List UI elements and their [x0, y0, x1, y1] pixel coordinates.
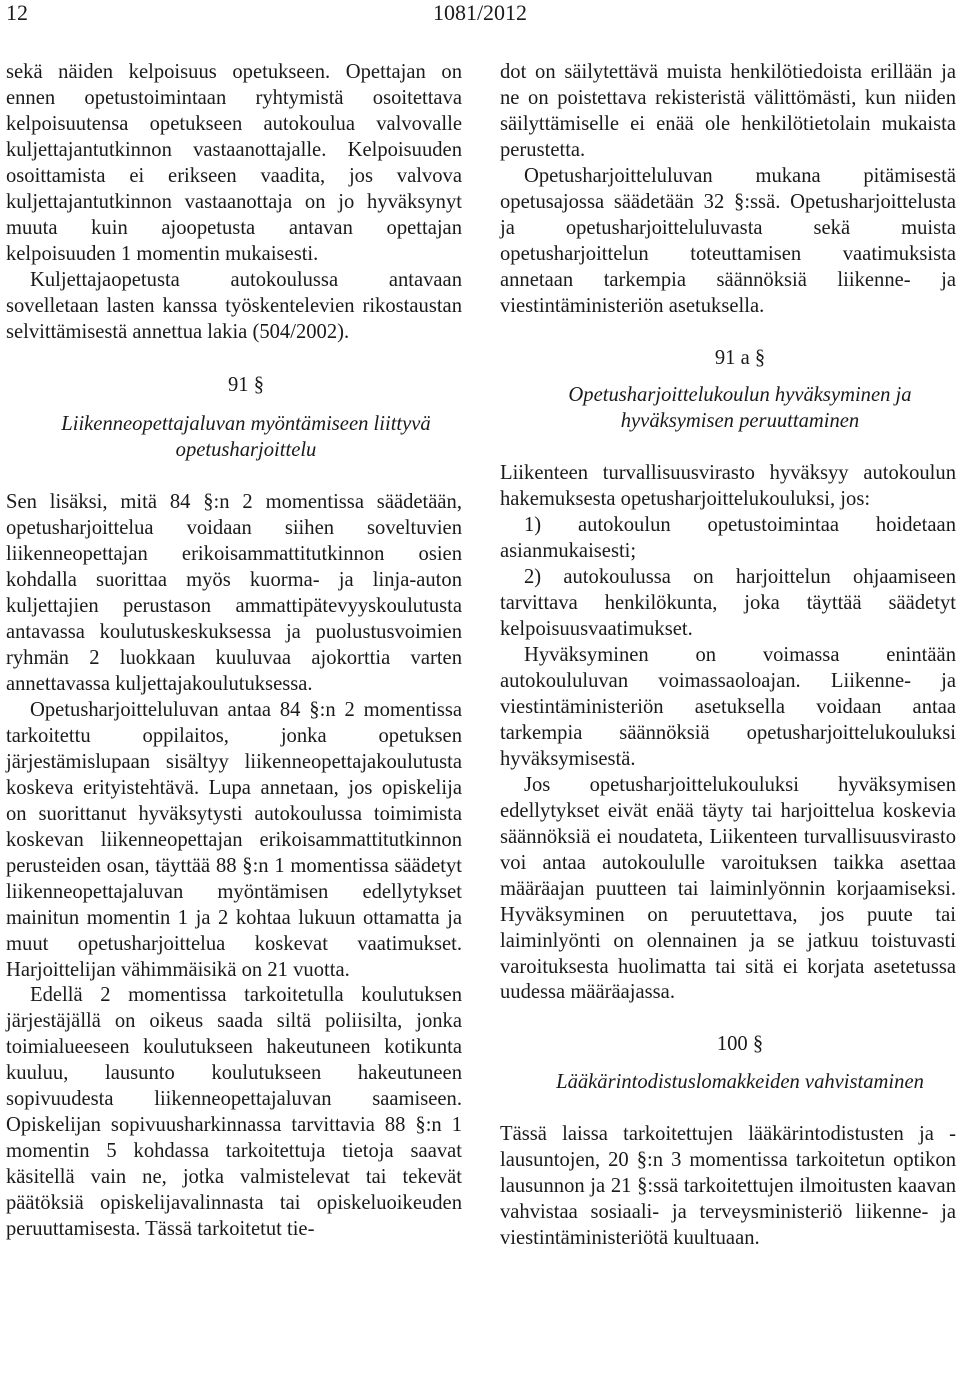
- paragraph: Opetusharjoitteluluvan mukana pitämisestä opetusajossa säädetään 32 §:ssä. Opetusharjoittelusta ja opetusharjoitteluluvasta sekä muista opetusharjoittelun toteuttamisen vaatimuksista annetaan tarkempia säännöksiä liikenne- ja viestintäministeriön asetuksella.: [500, 164, 956, 317]
- paragraph: Tässä laissa tarkoitettujen lääkärintodistusten ja -lausuntojen, 20 §:n 3 momentissa tarkoitetun optikon lausunnon ja 21 §:ssä tarkoitettujen ilmoitusten kaavan vahvistaa sosiaali- ja terveysministeriö liikenne- ja viestintäministeriötä kuultuaan.: [500, 1123, 956, 1250]
- paragraph: Liikenteen turvallisuusvirasto hyväksyy autokoulun hakemuksesta opetusharjoittelukouluksi, jos:: [500, 462, 956, 511]
- section-title: Lääkärintodistuslomakkeiden vahvistaminen: [556, 1071, 924, 1094]
- list-item: 1) autokoulun opetustoimintaa hoidetaan asianmukaisesti;: [500, 514, 956, 563]
- paragraph: Jos opetusharjoittelukouluksi hyväksymisen edellytykset eivät enää täyty tai harjoittelua koskevia säännöksiä ei noudateta, Liikenteen turvallisuusvirasto voi antaa autokoululle varoituksen taikka asettaa määräajan puutteen tai laiminlyönnin korjaamiseksi. Hyväksyminen on peruutettava, jos puute tai laiminlyönti on olennainen ja se jatkuu toistuvasti varoituksesta huolimatta tai sitä ei korjata asetetussa uudessa määräajassa.: [500, 773, 956, 1004]
- document-id: 1081/2012: [432, 0, 528, 25]
- section-number: 100 §: [716, 1033, 764, 1056]
- paragraph: Opetusharjoitteluluvan antaa 84 §:n 2 momentissa tarkoitettu oppilaitos, jonka opetuksen järjestämislupaan sisältyy liikenneopettajakoulutusta koskeva erityistehtävä. Lupa annetaan, jos opiskelija on suorittanut hyväksytysti autokoulussa toimimista koskevan liikenneopettajan erikoisammattitutkinnon perusteiden osan, täyttää 88 §:n 1 momentissa säädetyt liikenneopettajaluvan myöntämisen edellytykset mainitun momentin 1 ja 2 kohtaa lukuun ottamatta ja muut opetusharjoittelua koskevat vaatimukset. Harjoittelijan vähimmäisikä on 21 vuotta.: [6, 698, 462, 981]
- paragraph: dot on säilytettävä muista henkilötiedoista erillään ja ne on poistettava rekisteristä välittömästi, kun niiden säilyttämiselle ei enää ole henkilötietolain mukaista perustetta.: [500, 61, 956, 161]
- page-header: [6, 0, 954, 30]
- section-title: hyväksymisen peruuttaminen: [620, 410, 860, 433]
- paragraph: Hyväksyminen on voimassa enintään autokoululuvan voimassaoloajan. Liikenne- ja viestintäministeriön asetuksella voidaan antaa tarkempia säännöksiä opetusharjoittelukouluksi hyväksymisestä.: [500, 644, 956, 770]
- right-column: [500, 60, 956, 1252]
- paragraph: Kuljettajaopetusta autokoulussa antavaan sovelletaan lasten kanssa työskentelevien rikostaustan selvittämisestä annettua lakia (504/2002).: [6, 268, 462, 343]
- section-number: 91 §: [227, 374, 265, 397]
- paragraph: sekä näiden kelpoisuus opetukseen. Opettajan on ennen opetustoimintaan ryhtymistä osoitettava kelpoisuutensa opetukseen autokoulua valvovalle kuljettajantutkinnon vastaanottajalle. Kelpoisuuden osoittamista ei erikseen vaadita, jos valvova kuljettajantutkinnon vastaanottaja on jo hyväksynyt muuta kuin ajoopetusta antavan opettajan kelpoisuuden 1 momentin mukaisesti.: [6, 61, 462, 265]
- list-item: 2) autokoulussa on harjoittelun ohjaamiseen tarvittava henkilökunta, joka täyttää säädetyt kelpoisuusvaatimukset.: [500, 566, 956, 641]
- section-number: 91 a §: [714, 346, 766, 369]
- page-number: 12: [6, 0, 28, 25]
- section-title: Opetusharjoittelukoulun hyväksyminen ja: [568, 384, 912, 407]
- paragraph: Edellä 2 momentissa tarkoitetulla koulutuksen järjestäjällä on oikeus saada siltä poliisilta, jonka toimialueeseen koulutukseen hakeutuneen kotikunta kuuluu, lausunto koulutukseen hakeutuneen sopivuudesta liikenneopettajaluvan saamiseen. Opiskelijan sopivuusharkinnassa tarvittavia 88 §:n 1 momentin 5 kohdassa tarkoitettuja tietoja saavat käsitellä vain ne, jotka valmistelevat tai tekevät päätöksiä opiskelijavalinnasta tai opiskeluoikeuden peruuttamisesta. Tässä tarkoitetut tie-: [6, 984, 462, 1241]
- section-title: opetusharjoittelu: [175, 439, 317, 462]
- paragraph: Sen lisäksi, mitä 84 §:n 2 momentissa säädetään, opetusharjoittelua voidaan siihen soveltuvien liikenneopettajan erikoisammattitutkinnon osien kohdalla suorittaa myös kuorma- ja linja-auton kuljettajien perustason ammattipätevyyskoulutusta antavassa koulutuskeskuksessa ja puolustusvoimien ryhmän 2 luokkaan kuuluvaa ajokorttia varten annettavassa kuljettajakoulutuksessa.: [6, 491, 462, 696]
- section-title: Liikenneopettajaluvan myöntämiseen liittyvä: [61, 413, 431, 436]
- left-column: [6, 60, 462, 1243]
